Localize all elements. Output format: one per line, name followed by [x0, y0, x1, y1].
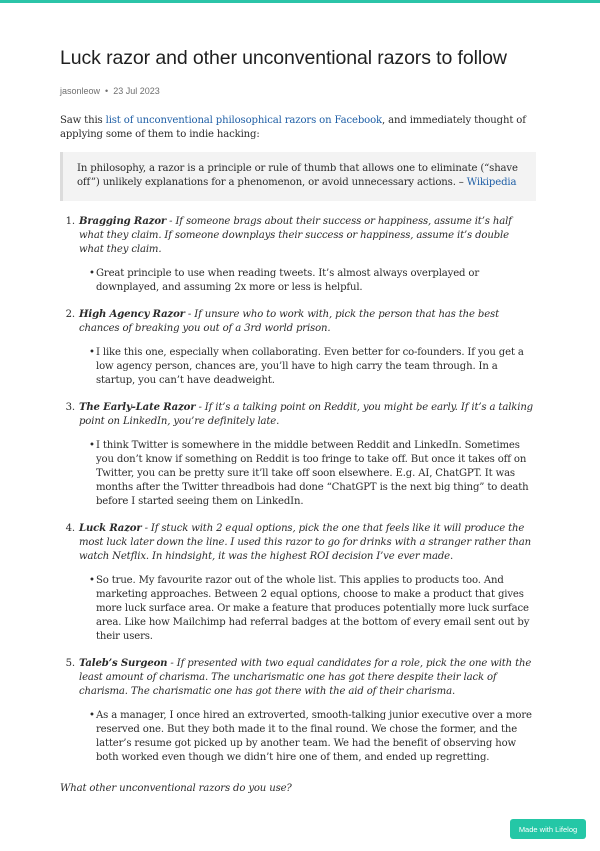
razor-comment: • Great principle to use when reading tweets. It’s almost always overplayed or downplayed, and assuming 2x more or less is helpful.: [96, 267, 536, 295]
razor-rule: - If someone brags about their success or happiness, assume it’s half what they claim. If someone downplays their success or happiness, assume it’s double what they claim.: [79, 216, 512, 255]
quote-text: In philosophy, a razor is a principle or rule of thumb that allows one to eliminate (“shave off”) unlikely explanations for a phenomenon, or avoid unnecessary actions. –: [77, 163, 518, 188]
razor-comment: • I think Twitter is somewhere in the middle between Reddit and LinkedIn. Sometimes you don’t know if something on Reddit is too fringe to take off. But once it takes off on Twitter, you can be pretty sure it’ll take off soon elsewhere. E.g. AI, ChatGPT. It was months after the Twitter threadbois had done “ChatGPT is the next big thing” to death before I started seeing them on LinkedIn.: [96, 439, 536, 509]
razor-comment: • I like this one, especially when collaborating. Even better for co-founders. If you get a low agency person, chances are, you’ll have to high carry the team through. In a startup, you can’t have deadweight.: [96, 346, 536, 388]
post-date: 23 Jul 2023: [113, 86, 160, 96]
closing-question: What other unconventional razors do you use?: [60, 783, 292, 794]
razor-item: [78, 308, 536, 388]
author-link[interactable]: jasonleow: [60, 86, 101, 96]
quote-paragraph: [77, 162, 522, 190]
wikipedia-link[interactable]: Wikipedia: [466, 177, 517, 188]
razor-item: [78, 657, 536, 765]
razor-comment: • As a manager, I once hired an extroverted, smooth-talking junior executive over a more reserved one. But they both made it to the final round. We chose the former, and the latter’s resume got picked up by another team. We had the benefit of observing how both worked even though we didn’t hire one of them, and ended up regretting.: [96, 709, 536, 765]
intro-text-start: Saw this: [60, 115, 106, 126]
razor-item: [78, 401, 536, 509]
top-accent-bar: [0, 0, 600, 3]
razor-rule: - If it’s a talking point on Reddit, you might be early. If it’s a talking point on LinkedIn, you’re definitely late.: [79, 402, 533, 427]
razor-rule: - If stuck with 2 equal options, pick the one that feels like it will produce the most luck later down the line. I used this razor to go for drinks with a stranger rather than watch Netflix. In hindsight, it was the highest ROI decision I’ve ever made.: [79, 523, 531, 562]
intro-text-end: , and immediately thought of applying some of them to indie hacking:: [60, 115, 526, 140]
razor-comment-list: [79, 574, 536, 644]
razor-item: [78, 522, 536, 644]
razor-comment-list: [79, 439, 536, 509]
razor-item: [78, 215, 536, 295]
razor-comment-list: [79, 267, 536, 295]
meta-separator: •: [105, 86, 109, 96]
razor-comment-list: [79, 346, 536, 388]
made-with-lifelog-button[interactable]: Made with Lifelog: [510, 819, 586, 839]
razor-rule: - If unsure who to work with, pick the person that has the best chances of breaking you out of a 3rd world prison.: [79, 309, 499, 334]
razor-name: Taleb’s Surgeon: [79, 658, 168, 669]
intro-paragraph: [60, 114, 536, 142]
article: [60, 30, 536, 796]
razor-name: High Agency Razor: [79, 309, 185, 320]
razor-name: Luck Razor: [79, 523, 142, 534]
razor-name: Bragging Razor: [79, 216, 167, 227]
razor-rule: - If presented with two equal candidates for a role, pick the one with the least amount of charisma. The uncharismatic one has got there despite their lack of charisma. The charismatic one has got there with the aid of their charisma.: [79, 658, 532, 697]
blockquote: [60, 152, 536, 201]
page-title: Luck razor and other unconventional razors to follow: [60, 47, 507, 69]
razor-name: The Early-Late Razor: [79, 402, 196, 413]
post-meta: [60, 86, 536, 96]
razor-comment: • So true. My favourite razor out of the whole list. This applies to products too. And marketing approaches. Between 2 equal options, choose to make a product that gives more luck surface area. Or make a feature that produces potentially more luck surface area. Like how Mailchimp had referral badges at the bottom of every email sent out by their users.: [96, 574, 536, 644]
razor-list: [60, 215, 536, 765]
razor-comment-list: [79, 709, 536, 765]
facebook-list-link[interactable]: list of unconventional philosophical razors on Facebook: [105, 115, 382, 126]
